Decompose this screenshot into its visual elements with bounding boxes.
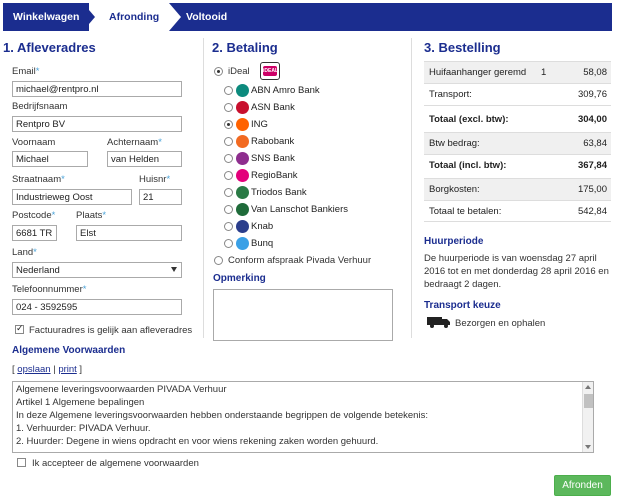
transport-choice-title: Transport keuze (424, 300, 501, 311)
firstname-field[interactable]: Michael (12, 151, 88, 167)
pivada-agreement-label: Conform afspraak Pivada Verhuur (228, 255, 372, 266)
bank-name: Rabobank (251, 136, 295, 147)
step-cart[interactable]: Winkelwagen (13, 11, 80, 23)
sns-icon (236, 152, 249, 165)
bank-radio[interactable] (224, 86, 233, 95)
bank-option[interactable] (236, 237, 396, 251)
scroll-thumb[interactable] (584, 394, 593, 408)
checkout-stepper (3, 3, 612, 31)
step-chevron (169, 3, 181, 31)
bank-radio[interactable] (224, 103, 233, 112)
scroll-down-icon[interactable] (585, 445, 591, 449)
bank-name: Knab (251, 221, 274, 232)
chevron-down-icon (171, 267, 177, 272)
terms-textbox[interactable] (12, 381, 594, 453)
pivada-agreement-radio[interactable] (214, 256, 223, 265)
company-field[interactable]: Rentpro BV (12, 116, 182, 132)
rabobank-icon (236, 135, 249, 148)
postcode-field[interactable]: 6681 TR (12, 225, 57, 241)
firstname-label: Voornaam (12, 137, 56, 148)
rental-period-text: De huurperiode is van woensdag 27 april 2016 tot en met donderdag 28 april 2016 en bedraagt 2 dagen. (424, 253, 609, 290)
terms-print-link[interactable]: print (58, 364, 77, 375)
phone-label: Telefoonnummer* (12, 284, 87, 295)
order-row: Huifaanhanger geremd 1 58,08 (424, 61, 611, 83)
bank-radio[interactable] (224, 137, 233, 146)
lastname-label: Achternaam* (107, 137, 162, 148)
lastname-field[interactable]: van Helden (107, 151, 182, 167)
bank-radio[interactable] (224, 154, 233, 163)
country-label: Land* (12, 247, 37, 258)
bank-option[interactable] (236, 84, 396, 98)
bank-name: RegioBank (251, 170, 298, 181)
address-section-title: 1. Afleveradres (3, 40, 96, 55)
order-row-subtotal: Totaal (excl. btw): 304,00 (424, 105, 611, 132)
bank-name: Bunq (251, 238, 274, 249)
bunq-icon (236, 237, 249, 250)
invoice-same-checkbox[interactable] (15, 325, 24, 334)
bank-radio[interactable] (224, 120, 233, 129)
bank-radio[interactable] (224, 188, 233, 197)
country-select-value: Nederland (16, 265, 60, 276)
postcode-label: Postcode* (12, 210, 56, 221)
accept-terms-checkbox[interactable] (17, 458, 26, 467)
terms-title: Algemene Voorwaarden (12, 345, 126, 356)
finish-button[interactable]: Afronden (554, 475, 611, 496)
invoice-same-label: Factuuradres is gelijk aan afleveradres (29, 325, 193, 336)
accept-terms-label: Ik accepteer de algemene voorwaarden (32, 458, 199, 469)
order-section-title: 3. Bestelling (424, 40, 501, 55)
order-row: Transport: 309,76 (424, 83, 611, 105)
column-divider (411, 38, 412, 338)
ing-lion-icon (236, 118, 249, 131)
order-row-total-due: Totaal te betalen: 542,84 (424, 200, 611, 222)
remark-label: Opmerking (213, 273, 266, 284)
bank-name: Triodos Bank (251, 187, 307, 198)
bank-radio[interactable] (224, 171, 233, 180)
abn-amro-icon (236, 84, 249, 97)
housenr-field[interactable]: 21 (139, 189, 182, 205)
terms-actions: [ opslaan | print ] (12, 364, 83, 375)
city-field[interactable]: Elst (76, 225, 182, 241)
city-label: Plaats* (76, 210, 107, 221)
bank-name: ABN Amro Bank (251, 85, 320, 96)
country-select[interactable] (12, 262, 182, 278)
bank-option[interactable] (236, 203, 396, 217)
email-field[interactable]: michael@rentpro.nl (12, 81, 182, 97)
step-completed: Voltooid (186, 11, 228, 23)
ideal-radio[interactable] (214, 67, 223, 76)
column-divider (203, 38, 204, 338)
bank-radio[interactable] (224, 222, 233, 231)
terms-line: Artikel 1 Algemene bepalingen (16, 397, 145, 408)
bank-radio[interactable] (224, 205, 233, 214)
terms-line: In deze Algemene leveringsvoorwaarden hebben onderstaande begrippen de volgende betekenis: (16, 410, 428, 421)
terms-scrollbar[interactable] (582, 382, 593, 452)
truck-icon (427, 316, 451, 328)
step-checkout: Afronding (109, 11, 160, 23)
transport-choice-value: Bezorgen en ophalen (455, 318, 546, 329)
regiobank-icon (236, 169, 249, 182)
order-row: Borgkosten: 175,00 (424, 178, 611, 200)
bank-option[interactable] (236, 169, 396, 183)
terms-line: Algemene leveringsvoorwaarden PIVADA Verhuur (16, 384, 227, 395)
bank-radio[interactable] (224, 239, 233, 248)
van-lanschot-icon (236, 203, 249, 216)
order-row: Btw bedrag: 63,84 (424, 132, 611, 154)
company-label: Bedrijfsnaam (12, 101, 68, 112)
bank-name: ING (251, 119, 268, 130)
ideal-label: iDeal (228, 66, 250, 77)
street-label: Straatnaam* (12, 174, 65, 185)
bank-name: Van Lanschot Bankiers (251, 204, 348, 215)
knab-icon (236, 220, 249, 233)
bank-name: SNS Bank (251, 153, 295, 164)
terms-line: 1. Verhuurder: PIVADA Verhuur. (16, 423, 151, 434)
rental-period-title: Huurperiode (424, 236, 484, 247)
phone-field[interactable]: 024 - 3592595 (12, 299, 182, 315)
order-row-total-incl: Totaal (incl. btw): 367,84 (424, 154, 611, 178)
asn-icon (236, 101, 249, 114)
ideal-logo-icon: iDEAL (260, 62, 280, 80)
step-chevron (83, 3, 95, 31)
terms-save-link[interactable]: opslaan (17, 364, 51, 375)
bank-option[interactable] (236, 220, 396, 234)
terms-line: 2. Huurder: Degene in wiens opdracht en voor wiens rekening zaken worden gehuurd. (16, 436, 379, 447)
bank-name: ASN Bank (251, 102, 295, 113)
bank-option[interactable] (236, 186, 396, 200)
scroll-up-icon[interactable] (585, 385, 591, 389)
housenr-label: Huisnr* (139, 174, 171, 185)
triodos-icon (236, 186, 249, 199)
bank-option[interactable] (236, 152, 396, 166)
bank-option[interactable] (236, 135, 396, 149)
payment-section-title: 2. Betaling (212, 40, 278, 55)
email-label: Email* (12, 66, 40, 77)
street-field[interactable]: Industrieweg Oost (12, 189, 132, 205)
bank-option[interactable] (236, 118, 396, 132)
remark-textarea[interactable] (213, 289, 393, 341)
bank-option[interactable] (236, 101, 396, 115)
